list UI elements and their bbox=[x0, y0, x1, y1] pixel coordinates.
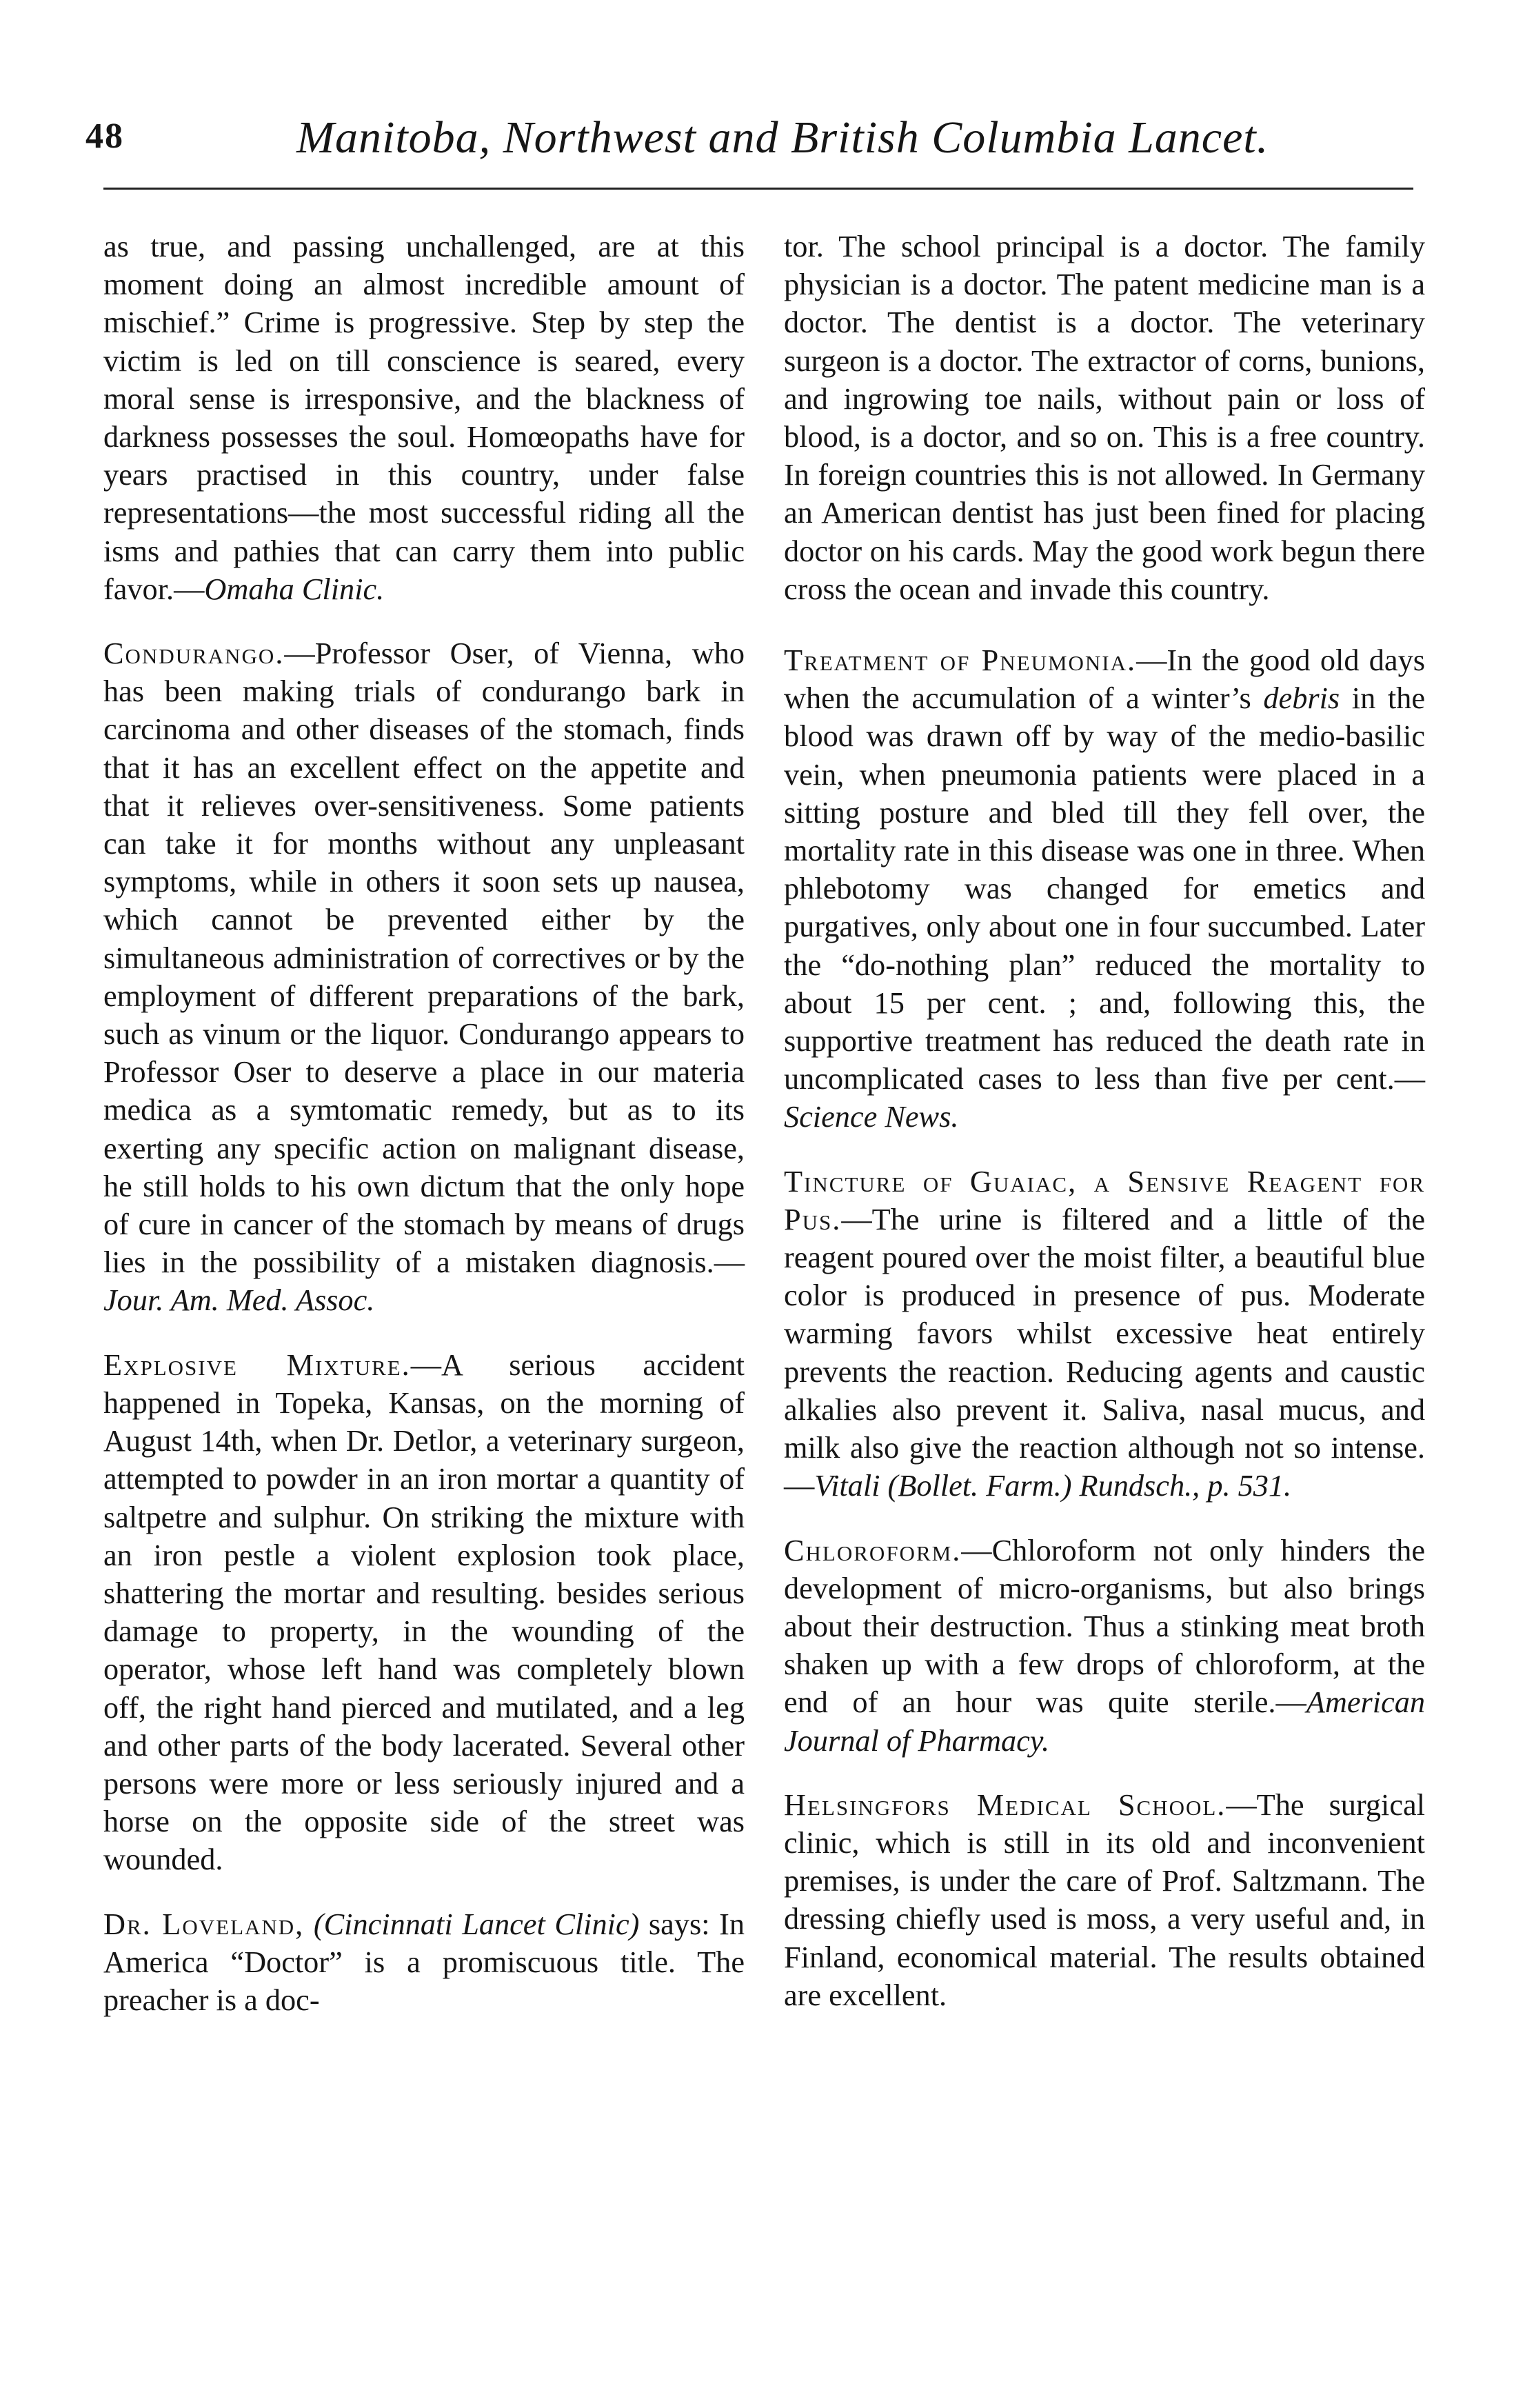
article-dr-loveland bbox=[103, 1905, 745, 2020]
article-body bbox=[784, 641, 1425, 1136]
article-heading: Treatment of Pneumonia. bbox=[784, 643, 1137, 678]
article-heading: Explosive Mixture. bbox=[103, 1347, 411, 1382]
article-body bbox=[103, 228, 745, 608]
article-body bbox=[784, 1163, 1425, 1505]
article-text: in the blood was drawn off by way of the medio-basilic vein, when pneumonia patients were placed in a sitting posture and bled till they fell over, the mortality rate in this disease was one in three. When phlebotomy was changed for emetics and purgatives, only about one in four succumbed. Later the “do-nothing plan” reduced the mortality to about 15 per cent. ; and, following this, the supportive treatment has reduced the death rate in uncomplicated cases to less than five per cent.— bbox=[784, 681, 1425, 1096]
page-number: 48 bbox=[85, 117, 124, 156]
article-body bbox=[784, 1786, 1425, 2014]
article-heading: Chloroform. bbox=[784, 1533, 962, 1567]
article-text: —In the good old days when the accumulation of a winter’s bbox=[784, 643, 1425, 716]
running-title: Manitoba, Northwest and British Columbia Lancet. bbox=[296, 112, 1269, 163]
article-helsingfors-medical-school bbox=[784, 1786, 1425, 2014]
article-text: as true, and passing unchallenged, are at this moment doing an almost incredible amount of mischief.” Crime is progressive. Step by step the victim is led on till conscience is seared, every moral sense is irresponsive, and the blackness of darkness possesses the soul. Homœopaths have for years practised in this country, under false representations—the most successful riding all the isms and pathies that can carry them into public favor.— bbox=[103, 230, 745, 606]
article-heading: Helsingfors Medical School. bbox=[784, 1787, 1227, 1822]
article-body bbox=[103, 1346, 745, 1879]
article-explosive-mixture bbox=[103, 1346, 745, 1879]
article-heading: Tincture of Guaiac, a Sensive Reagent for Pus. bbox=[784, 1164, 1425, 1236]
article-text: —Chloroform not only hinders the development of micro-organisms, but also brings about their destruction. Thus a stinking meat broth shaken up with a few drops of chloroform, at the end of an hour was quite sterile.— bbox=[784, 1533, 1425, 1720]
article-heading: Dr. Loveland, bbox=[103, 1907, 305, 1941]
article-text: —The urine is filtered and a little of the reagent poured over the moist filter, a beautiful blue color is produced in presence of pus. Moderate warming favors whilst excessive heat entirely prevents the reaction. Reducing agents and caustic alkalies also prevent it. Saliva, nasal mucus, and milk also give the reaction although not so intense.— bbox=[784, 1202, 1425, 1503]
article-heading: Condurango. bbox=[103, 636, 285, 671]
article-text: —The surgical clinic, which is still in its old and inconvenient premises, is under the care of Prof. Saltzmann. The dressing chiefly used is moss, a very useful and, in Finland, economical material. The results obtained are excellent. bbox=[784, 1787, 1425, 2012]
article-text: tor. The school principal is a doctor. The family physician is a doctor. The patent medicine man is a doctor. The dentist is a doctor. The veterinary surgeon is a doctor. The extractor of corns, bunions, and ingrowing toe nails, without pain or loss of blood, is a doctor, and so on. This is a free country. In foreign countries this is not allowed. In Germany an American dentist has just been fined for placing doctor on his cards. May the good work begun there cross the ocean and invade this country. bbox=[784, 230, 1425, 606]
article-source: Science News. bbox=[784, 1100, 959, 1134]
article-source: American Journal of Pharmacy. bbox=[784, 1685, 1425, 1758]
article-source: (Cincinnati Lancet Clinic) bbox=[313, 1907, 640, 1941]
left-column bbox=[103, 228, 745, 2045]
article-source: Omaha Clinic. bbox=[204, 572, 385, 606]
header-rule bbox=[103, 188, 1413, 190]
article-body bbox=[103, 1905, 745, 2020]
article-source: Vitali (Bollet. Farm.) Rundsch., p. 531. bbox=[814, 1469, 1292, 1503]
article-condurango bbox=[103, 634, 745, 1320]
article-source: Jour. Am. Med. Assoc. bbox=[103, 1283, 375, 1318]
article-body bbox=[103, 634, 745, 1320]
article-text: says: In America “Doctor” is a promiscuous title. The preacher is a doc- bbox=[103, 1907, 745, 2017]
article-body bbox=[784, 228, 1425, 608]
article-treatment-of-pneumonia bbox=[784, 641, 1425, 1136]
right-column bbox=[784, 228, 1425, 2040]
article-text: —Professor Oser, of Vienna, who has been making trials of condurango bark in carcinoma and other diseases of the stomach, finds that it has an excellent effect on the appetite and that it relieves over-sensitiveness. Some patients can take it for months without any unpleasant symptoms, while in others it soon sets up nausea, which cannot be prevented either by the simultaneous administration of correctives or by the employment of different preparations of the bark, such as vinum or the liquor. Condurango appears to Professor Oser to deserve a place in our materia medica as a symtomatic remedy, but as to its exerting any specific action on malignant disease, he still holds to his own dictum that the only hope of cure in cancer of the stomach by means of drugs lies in the possibility of a mistaken diagnosis.— bbox=[103, 636, 745, 1280]
article-body bbox=[784, 1532, 1425, 1760]
article-italic-word: debris bbox=[1263, 681, 1340, 716]
article-homoeopaths-continued bbox=[103, 228, 745, 608]
page-header bbox=[83, 103, 1427, 179]
article-text: —A serious accident happened in Topeka, Kansas, on the morning of August 14th, when Dr. Detlor, a veterinary surgeon, attempted to powder in an iron mortar a quantity of saltpetre and sulphur. On striking the mixture with an iron pestle a violent explosion took place, shattering the mortar and resulting. besides serious damage to property, in the wounding of the operator, whose left hand was completely blown off, the right hand pierced and mutilated, and a leg and other parts of the body lacerated. Several other persons were more or less seriously injured and a horse on the opposite side of the street was wounded. bbox=[103, 1347, 745, 1877]
article-tincture-of-guaiac bbox=[784, 1163, 1425, 1505]
article-dr-loveland-continued bbox=[784, 228, 1425, 608]
article-chloroform bbox=[784, 1532, 1425, 1760]
